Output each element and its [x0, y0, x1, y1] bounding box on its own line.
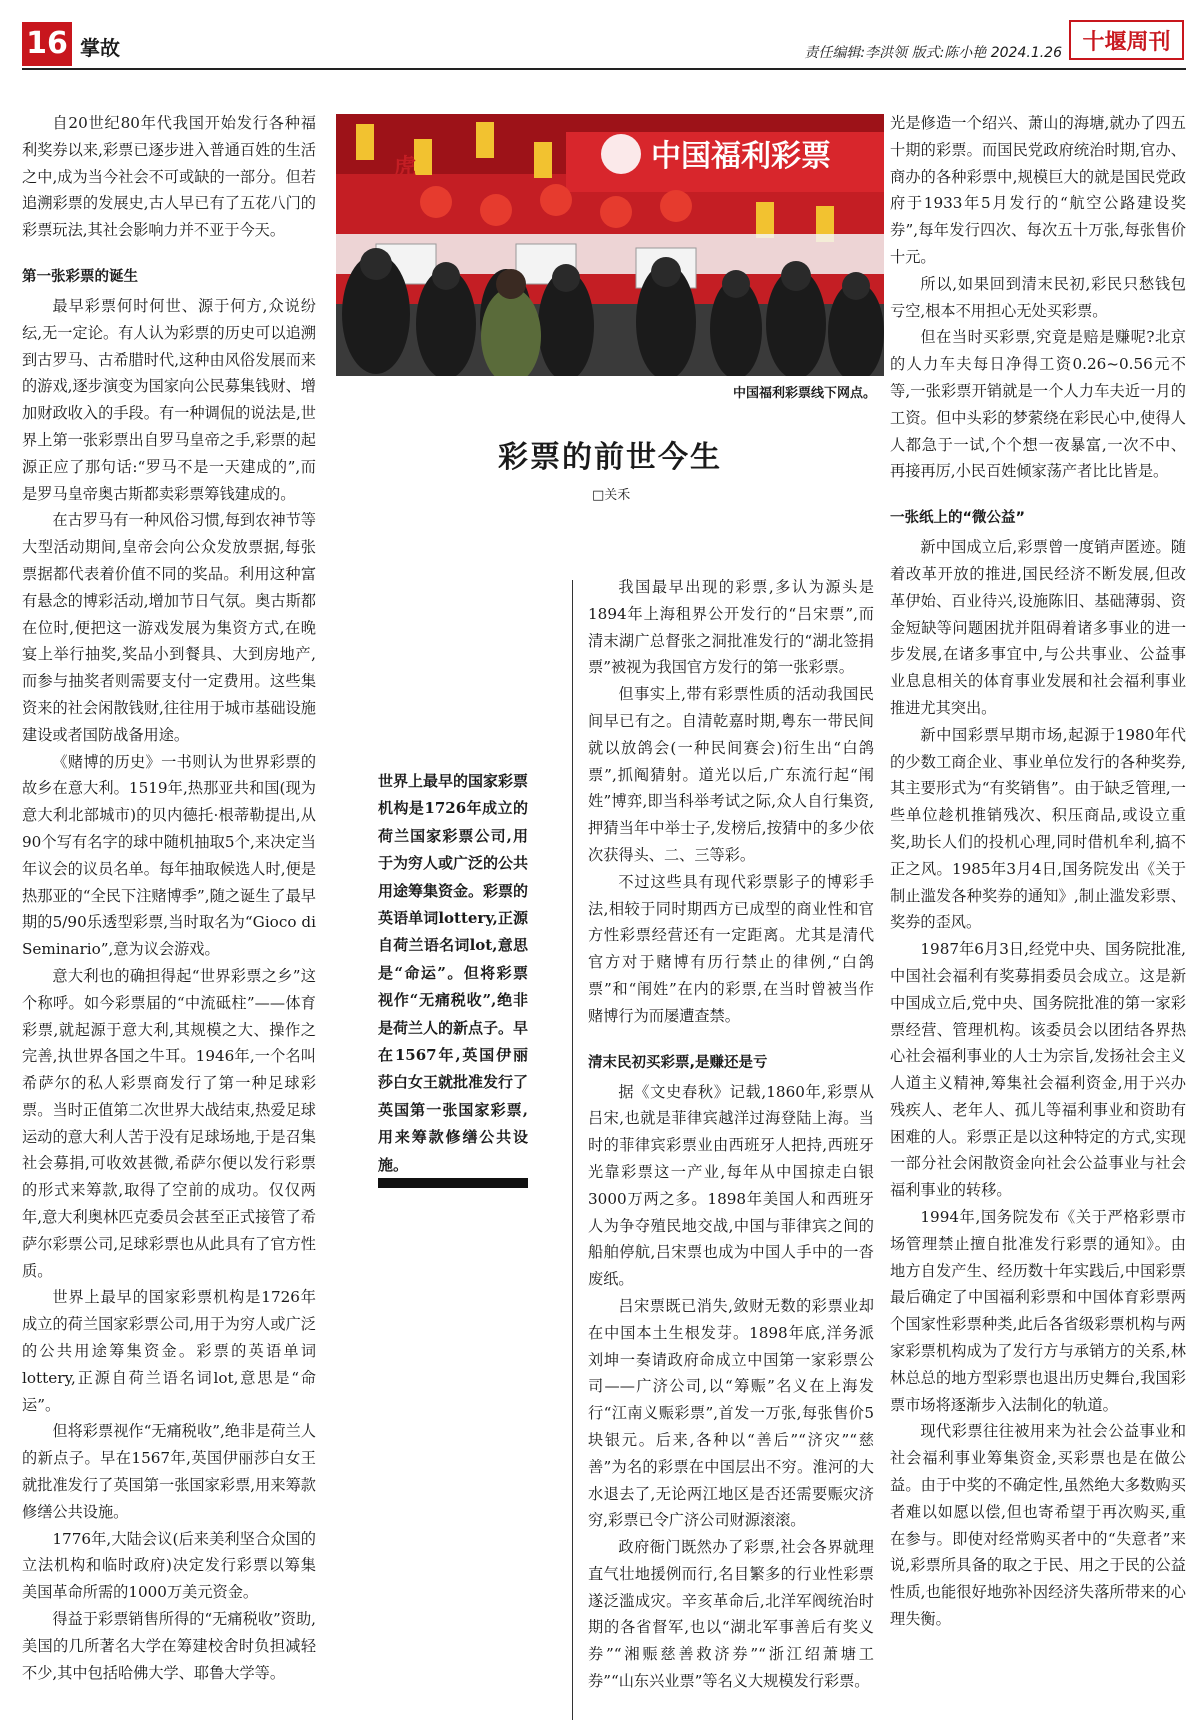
subheading: 第一张彩票的诞生 — [22, 268, 138, 285]
shop-sign-text: 中国福利彩票 — [651, 139, 831, 174]
paragraph: 光是修造一个绍兴、萧山的海塘,就办了四五十期的彩票。而国民党政府统治时期,官办、商办的各种彩票中,规模巨大的就是国民党政府于1933年5月发行的“航空公路建设奖券”,每年发行四次、每次五十万张,每张售价十元。 — [890, 114, 1186, 266]
paragraph: 1994年,国务院发布《关于严格彩票市场管理禁止擅自批准发行彩票的通知》。由地方自发产生、经历数十年实践后,中国彩票最后确定了中国福利彩票和中国体育彩票两个国家性彩票种类,此后各省级彩票机构与两家彩票机构成为了发行方与承销方的关系,林林总总的地方型彩票也退出历史舞台,我国彩票市场将逐渐步入法制化的轨道。 — [890, 1208, 1186, 1414]
paragraph: 现代彩票往往被用来为社会公益事业和社会福利事业筹集资金,买彩票也是在做公益。由于中奖的不确定性,虽然绝大多数购买者难以如愿以偿,但也寄希望于再次购买,重在参与。即使对经常购买者中的“失意者”来说,彩票所具备的取之于民、用之于民的公益性质,也能很好地弥补因经济失落所带来的心理失衡。 — [890, 1422, 1186, 1629]
section-name: 掌故 — [80, 36, 120, 60]
paragraph: 我国最早出现的彩票,多认为源头是1894年上海租界公开发行的“吕宋票”,而清末湖广总督张之洞批准发行的“湖北签捐票”被视为我国官方发行的第一张彩票。 — [588, 578, 874, 677]
paragraph: 所以,如果回到清末民初,彩民只愁钱包亏空,根本不用担心无处买彩票。 — [890, 274, 1186, 320]
photo-illustration — [336, 114, 884, 376]
lantern-text: 虎 — [394, 154, 417, 180]
editor-credits: 责任编辑:李洪领 版式:陈小艳 2024.1.26 — [804, 45, 1062, 61]
paragraph: 新中国彩票早期市场,起源于1980年代的少数工商企业、事业单位发行的各种奖券,其主要形式为“有奖销售”。由于缺乏管理,一些单位趁机推销残次、积压商品,或设立重奖,助长人们的投机心理,同时借机牟利,搞不正之风。1985年3月4日,国务院发出《关于制止滥发各种奖券的通知》,制止滥发彩票、奖券的歪风。 — [890, 725, 1186, 932]
paragraph: 但事实上,带有彩票性质的活动我国民间早已有之。自清乾嘉时期,粤东一带民间就以放鸽会(一种民间赛会)衍生出“白鸽票”,抓阄猜射。道光以后,广东流行起“闱姓”博弈,即当科举考试之际,众人自行集资,押猜当年中举士子,发榜后,按猜中的多少依次获得头、二、三等彩。 — [588, 685, 874, 864]
paragraph: 世界上最早的国家彩票机构是1726年成立的荷兰国家彩票公司,用于为穷人或广泛的公共用途筹集资金。彩票的英语单词lottery,正源自荷兰语名词lot,意思是“命运”。 — [22, 1288, 316, 1414]
paragraph: 得益于彩票销售所得的“无痛税收”资助,美国的几所著名大学在筹建校舍时负担减轻不少,其中包括哈佛大学、耶鲁大学等。 — [22, 1610, 316, 1682]
header-rule — [22, 68, 1186, 70]
paragraph: 《赌博的历史》一书则认为世界彩票的故乡在意大利。1519年,热那亚共和国(现为意大利北部城市)的贝内德托·根蒂勒提出,从90个写有名字的球中随机抽取5个,来决定当年议会的议员名单。每年抽取候选人时,便是热那亚的“全民下注赌博季”,随之诞生了最早期的5/90乐透型彩票,当时取名为“Gioco di Seminario”,意为议会游戏。 — [22, 752, 316, 959]
column-divider — [572, 580, 573, 1720]
paragraph: 吕宋票既已消失,敛财无数的彩票业却在中国本土生根发芽。1898年底,洋务派刘坤一奏请政府命成立中国第一家彩票公司——广济公司,以“筹赈”名义在上海发行“江南义赈彩票”,首发一万张,每张售价5块银元。后来,各种以“善后”“济灾”“慈善”为名的彩票在中国层出不穷。淮河的大水退去了,无论两江地区是否还需要赈灾济穷,彩票已令广济公司财源滚滚。 — [588, 1296, 874, 1530]
subheading: 一张纸上的“微公益” — [890, 510, 1026, 527]
paragraph: 新中国成立后,彩票曾一度销声匿迹。随着改革开放的推进,国民经济不断发展,但改革伊始、百业待兴,设施陈旧、基础薄弱、资金短缺等问题困扰并阻碍着诸多事业的进一步发展,在诸多事宜中,与公共事业、公益事业息息相关的体育事业发展和社会福利事业推进尤其突出。 — [890, 538, 1186, 717]
paragraph: 但在当时买彩票,究竟是赔是赚呢?北京的人力车夫每日净得工资0.26~0.56元不等,一张彩票开销就是一个人力车夫近一月的工资。但中头彩的梦萦绕在彩民心中,使得人人都急于一试,个个想一夜暴富,一次不中、再接再厉,小民百姓倾家荡产者比比皆是。 — [890, 328, 1186, 481]
article-column-1 — [22, 110, 316, 1686]
lottery-shop-photo — [336, 114, 884, 376]
paragraph: 最早彩票何时何世、源于何方,众说纷纭,无一定论。有人认为彩票的历史可以追溯到古罗马、古希腊时代,这种由风俗发展而来的游戏,逐步演变为国家向公民募集钱财、增加财政收入的手段。有一种调侃的说法是,世界上第一张彩票出自罗马皇帝之手,彩票的起源正应了那句话:“罗马不是一天建成的”,而是罗马皇帝奥古斯都卖彩票筹钱建成的。 — [22, 296, 316, 503]
pull-quote-bar — [378, 1178, 528, 1188]
photo-caption: 中国福利彩票线下网点。 — [732, 386, 876, 401]
paragraph: 意大利也的确担得起“世界彩票之乡”这个称呼。如今彩票届的“中流砥柱”——体育彩票,就起源于意大利,其规模之大、操作之完善,执世界各国之牛耳。1946年,一个名叫希萨尔的私人彩票商发行了第一种足球彩票。当时正值第二次世界大战结束,热爱足球运动的意大利人苦于没有足球场地,于是召集社会募捐,可收效甚微,希萨尔便以发行彩票的形式来筹款,取得了空前的成功。仅仅两年,意大利奥林匹克委员会甚至正式接管了希萨尔彩票公司,足球彩票也从此具有了官方性质。 — [22, 966, 316, 1280]
article-title: 彩票的前世今生 — [498, 440, 722, 475]
paragraph: 自20世纪80年代我国开始发行各种福利奖券以来,彩票已逐步进入普通百姓的生活之中,成为当今社会不可或缺的一部分。但若追溯彩票的发展史,古人早已有了五花八门的彩票玩法,其社会影响力并不亚于今天。 — [22, 114, 316, 240]
article-column-4 — [890, 110, 1186, 1633]
paragraph: 但将彩票视作“无痛税收”,绝非是荷兰人的新点子。早在1567年,英国伊丽莎白女王就批准发行了英国第一张国家彩票,用来筹款修缮公共设施。 — [22, 1422, 316, 1521]
paragraph: 1776年,大陆会议(后来美利坚合众国的立法机构和临时政府)决定发行彩票以筹集美国革命所需的1000万美元资金。 — [22, 1529, 316, 1602]
article-author: □关禾 — [592, 488, 631, 503]
subheading: 清末民初买彩票,是赚还是亏 — [588, 1054, 768, 1071]
article-column-3 — [588, 574, 874, 1695]
paragraph: 在古罗马有一种风俗习惯,每到农神节等大型活动期间,皇帝会向公众发放票据,每张票据都代表着价值不同的奖品。利用这种富有悬念的博彩活动,增加节日气氛。奥古斯都在位时,便把这一游戏发展为集资方式,在晚宴上举行抽奖,奖品小到餐具、大到房地产,而参与抽奖者则需要支付一定费用。这些集资来的社会闲散钱财,往往用于城市基础设施建设或者国防战备用途。 — [22, 511, 316, 744]
paragraph: 1987年6月3日,经党中央、国务院批准,中国社会福利有奖募捐委员会成立。这是新中国成立后,党中央、国务院批准的第一家彩票经营、管理机构。该委员会以团结各界热心社会福利事业的人士为宗旨,发扬社会主义人道主义精神,筹集社会福利资金,用于兴办残疾人、老年人、孤儿等福利事业和资助有困难的人。彩票正是以这种特定的方式,实现一部分社会闲散资金向社会公益事业与社会福利事业的转移。 — [890, 940, 1186, 1200]
page-number: 16 — [22, 22, 72, 66]
pull-quote: 世界上最早的国家彩票机构是1726年成立的荷兰国家彩票公司,用于为穷人或广泛的公共用途筹集资金。彩票的英语单词lottery,正源自荷兰语名词lot,意思是“命运”。但将彩票视作“无痛税收”,绝非是荷兰人的新点子。早在1567年,英国伊丽莎白女王就批准发行了英国第一张国家彩票,用来筹款修缮公共设施。 — [378, 772, 529, 1174]
masthead-logo: 十堰周刊 — [1069, 20, 1184, 60]
paragraph: 不过这些具有现代彩票影子的博彩手法,相较于同时期西方已成型的商业性和官方性彩票经营还有一定距离。尤其是清代官方对于赌博有历行禁止的律例,“白鸽票”和“闱姓”在内的彩票,在当时曾被当作赌博行为而屡遭查禁。 — [588, 872, 874, 1025]
paragraph: 据《文史春秋》记载,1860年,彩票从吕宋,也就是菲律宾越洋过海登陆上海。当时的菲律宾彩票业由西班牙人把持,西班牙光靠彩票这一产业,每年从中国掠走白银3000万两之多。1898年美国人和西班牙人为争夺殖民地交战,中国与菲律宾之间的船舶停航,吕宋票也成为中国人手中的一沓废纸。 — [588, 1082, 874, 1289]
paragraph: 政府衙门既然办了彩票,社会各界就理直气壮地援例而行,名目繁多的行业性彩票遂泛滥成灾。辛亥革命后,北洋军阀统治时期的各省督军,也以“湖北军事善后有奖义券”“湘赈慈善救济券”“浙江绍萧塘工券”“山东兴业票”等名义大规模发行彩票。 — [588, 1538, 874, 1691]
page-header — [0, 0, 1200, 68]
